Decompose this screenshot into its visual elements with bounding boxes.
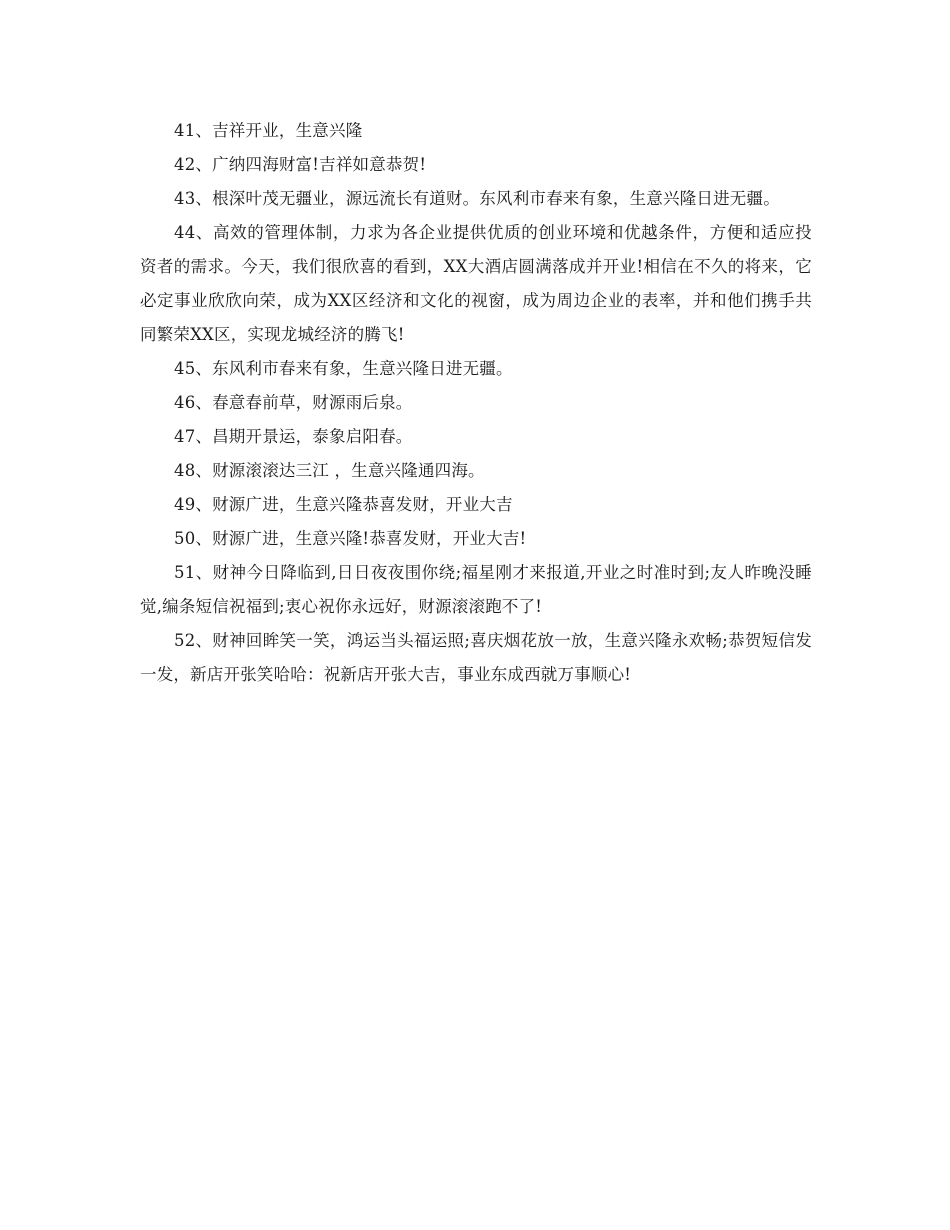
paragraph-52: 52、财神回眸笑一笑，鸿运当头福运照;喜庆烟花放一放，生意兴隆永欢畅;恭贺短信发一发，新店开张笑哈哈：祝新店开张大吉，事业东成西就万事顺心! (140, 631, 812, 684)
paragraph-50: 50、财源广进，生意兴隆!恭喜发财，开业大吉! (174, 529, 527, 548)
paragraph-46: 46、春意春前草，财源雨后泉。 (174, 393, 413, 412)
paragraph-51: 51、财神今日降临到,日日夜夜围你绕;福星刚才来报道,开业之时准时到;友人昨晚没睡觉,编条短信祝福到;衷心祝你永远好，财源滚滚跑不了! (140, 563, 812, 616)
paragraph-43: 43、根深叶茂无疆业，源远流长有道财。东风利市春来有象，生意兴隆日进无疆。 (174, 189, 780, 208)
paragraph-42: 42、广纳四海财富!吉祥如意恭贺! (174, 155, 427, 174)
paragraph-41: 41、吉祥开业，生意兴隆 (174, 121, 363, 140)
paragraph-44: 44、高效的管理体制，力求为各企业提供优质的创业环境和优越条件，方便和适应投资者的需求。今天，我们很欣喜的看到，XX大酒店圆满落成并开业!相信在不久的将来，它必定事业欣欣向荣，成为XX区经济和文化的视窗，成为周边企业的表率，并和他们携手共同繁荣XX区，实现龙城经济的腾飞! (140, 223, 812, 344)
paragraph-48: 48、财源滚滚达三江 ，生意兴隆通四海。 (174, 461, 485, 480)
paragraph-45: 45、东风利市春来有象，生意兴隆日进无疆。 (174, 359, 513, 378)
paragraph-47: 47、昌期开景运，泰象启阳春。 (174, 427, 413, 446)
document-body (140, 114, 812, 692)
paragraph-49: 49、财源广进，生意兴隆恭喜发财，开业大吉 (174, 495, 513, 514)
